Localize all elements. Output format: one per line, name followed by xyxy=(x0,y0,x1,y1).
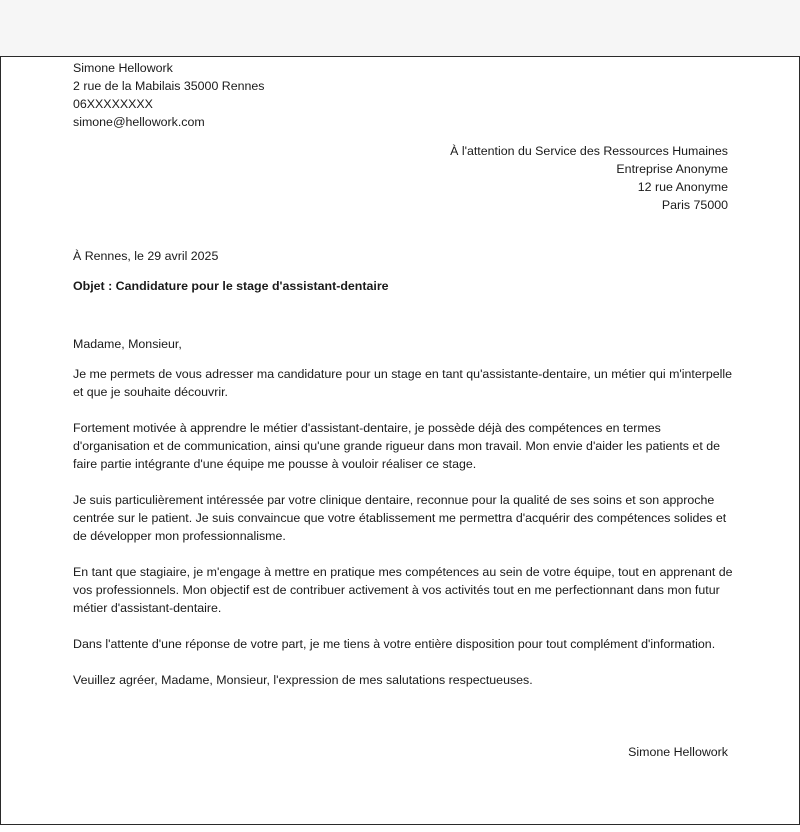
recipient-attention: À l'attention du Service des Ressources Humaines xyxy=(450,144,728,158)
top-bar xyxy=(0,0,800,56)
letter-body xyxy=(73,365,733,707)
letter-signature: Simone Hellowork xyxy=(628,745,728,759)
body-paragraph: Je me permets de vous adresser ma candidature pour un stage en tant qu'assistante-dentaire, un métier qui m'interpelle et que je souhaite découvrir. xyxy=(73,367,733,399)
sender-address: 2 rue de la Mabilais 35000 Rennes xyxy=(73,79,265,93)
recipient-street: 12 rue Anonyme xyxy=(637,180,728,194)
recipient-block xyxy=(450,142,728,214)
sender-block xyxy=(73,59,265,131)
body-paragraph: En tant que stagiaire, je m'engage à mettre en pratique mes compétences au sein de votre équipe, tout en apprenant de vos professionnels. Mon objectif est de contribuer activement à vos activités tout en me perfectionnant dans mon futur métier d'assistant-dentaire. xyxy=(73,565,733,615)
sender-email: simone@hellowork.com xyxy=(73,115,205,129)
letter-page xyxy=(0,56,800,825)
sender-name: Simone Hellowork xyxy=(73,61,173,75)
sender-phone: 06XXXXXXXX xyxy=(73,97,153,111)
letter-date: À Rennes, le 29 avril 2025 xyxy=(73,249,219,263)
recipient-city: Paris 75000 xyxy=(661,198,728,212)
recipient-company: Entreprise Anonyme xyxy=(616,162,728,176)
body-paragraph: Je suis particulièrement intéressée par votre clinique dentaire, reconnue pour la qualité de ses soins et son approche centrée sur le patient. Je suis convaincue que votre établissement me permettra d'acquérir des compétences solides et de développer mon professionnalisme. xyxy=(73,493,727,543)
closing-paragraph: Veuillez agréer, Madame, Monsieur, l'expression de mes salutations respectueuses. xyxy=(73,673,533,687)
body-paragraph: Fortement motivée à apprendre le métier d'assistant-dentaire, je possède déjà des compétences en termes d'organisation et de communication, ainsi qu'une grande rigueur dans mon travail. Mon envie d'aider les patients et de faire partie intégrante d'une équipe me pousse à vouloir réaliser ce stage. xyxy=(73,421,720,471)
body-paragraph: Dans l'attente d'une réponse de votre part, je me tiens à votre entière disposition pour tout complément d'information. xyxy=(73,637,716,651)
letter-greeting: Madame, Monsieur, xyxy=(73,337,182,351)
letter-subject: Objet : Candidature pour le stage d'assistant-dentaire xyxy=(73,279,389,293)
